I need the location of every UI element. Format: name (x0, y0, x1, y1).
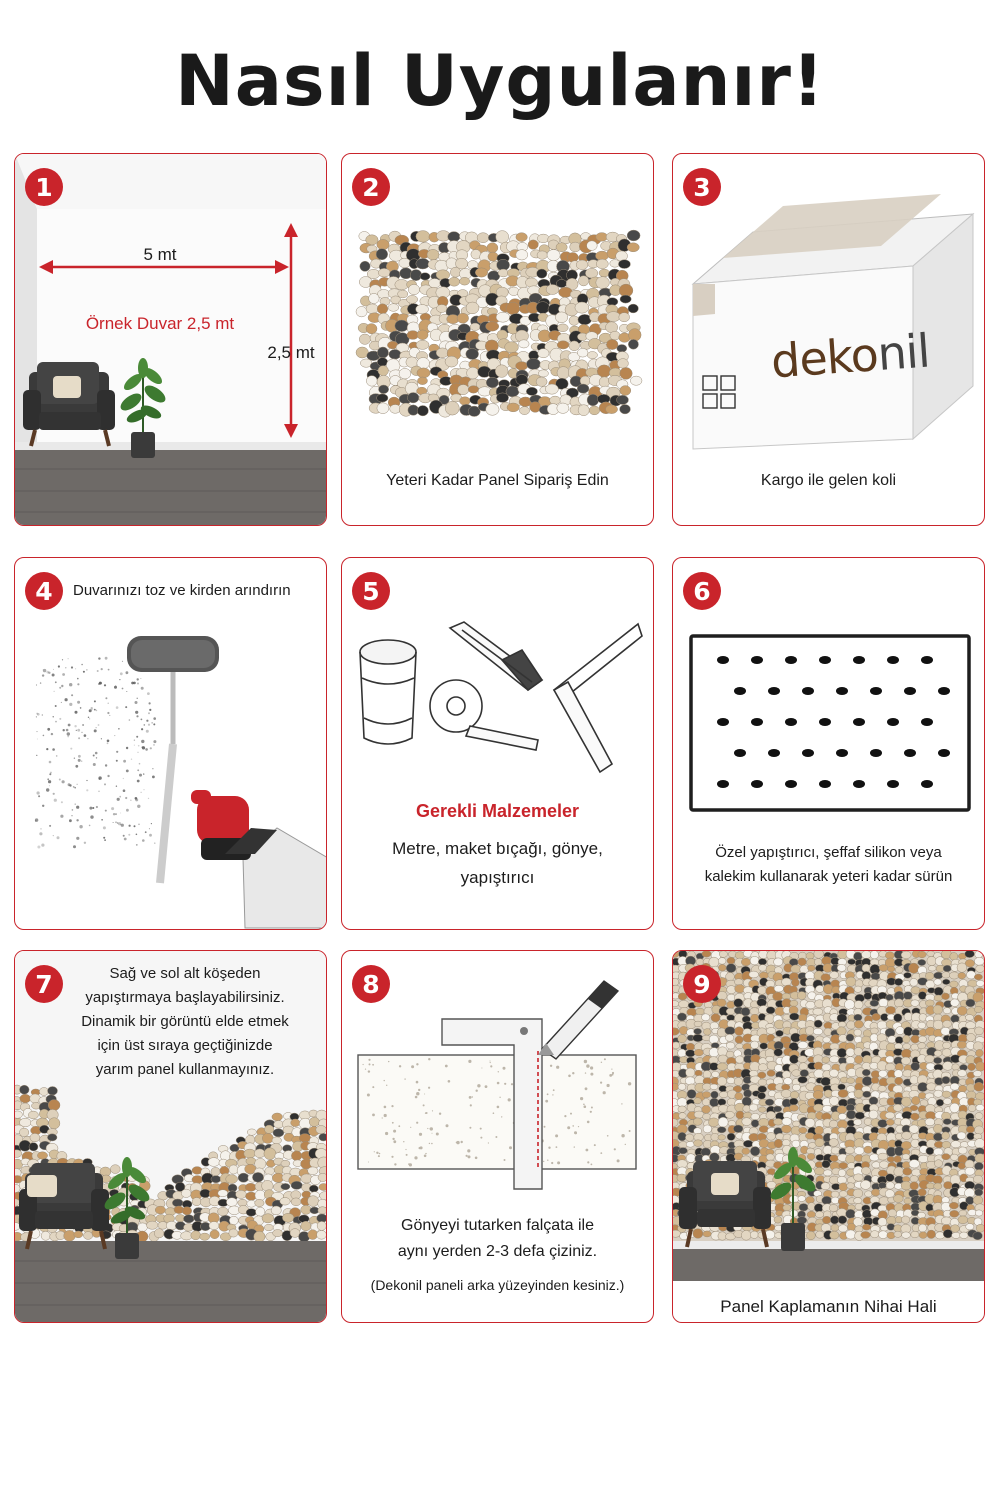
page-title: Nasıl Uygulanır! (175, 40, 825, 122)
utility-knife-icon (450, 622, 542, 690)
step-7-caption-line2: yapıştırmaya başlayabilirsiniz. (85, 989, 285, 1006)
step-2-caption: Yeteri Kadar Panel Sipariş Edin (386, 472, 609, 489)
step-6-caption-line1: Özel yapıştırıcı, şeffaf silikon veya (715, 844, 942, 861)
brand-logo-part2: nil (875, 323, 932, 382)
step-number-badge: 2 (352, 168, 390, 206)
glove-hand-icon (191, 790, 327, 928)
wall-height-label: 2,5 mt (267, 343, 315, 362)
step-number-badge: 7 (25, 965, 63, 1003)
adhesive-bucket-icon (360, 640, 416, 744)
step-number-badge: 4 (25, 572, 63, 610)
step-6-caption-line2: kalekim kullanarak yeteri kadar sürün (704, 868, 953, 885)
tape-measure-icon (430, 680, 538, 750)
tools-heading: Gerekli Malzemeler (415, 801, 580, 821)
step-4-caption: Duvarınızı toz ve kirden arındırın (73, 582, 291, 599)
step-3-card (672, 153, 985, 526)
wall-example-label: Örnek Duvar 2,5 mt (85, 314, 235, 333)
step-5-card (341, 557, 654, 930)
step-7-caption-line5: yarım panel kullanmayınız. (95, 1061, 275, 1078)
step-4-card (14, 557, 327, 930)
step-number-badge: 3 (683, 168, 721, 206)
step-7-card (14, 950, 327, 1323)
step-2-card (341, 153, 654, 526)
step-8-note: (Dekonil paneli arka yüzeyinden kesiniz.) (370, 1277, 625, 1293)
step-5-caption-line1: Metre, maket bıçağı, gönye, (392, 839, 603, 858)
wall-width-label: 5 mt (143, 245, 177, 264)
step-9-caption: Panel Kaplamanın Nihai Hali (720, 1297, 937, 1316)
cutting-illustration (342, 951, 654, 1323)
step-number-badge: 5 (352, 572, 390, 610)
brand-logo (769, 324, 931, 389)
utility-knife-icon (538, 981, 618, 1059)
step-number-badge: 9 (683, 965, 721, 1003)
step-5-caption-line2: yapıştırıcı (460, 868, 535, 887)
cleaning-illustration (15, 558, 327, 930)
step-number-badge: 6 (683, 572, 721, 610)
room-illustration (15, 154, 327, 526)
step-7-caption-line3: Dinamik bir görüntü elde etmek (81, 1013, 289, 1030)
pebble-panel-image (342, 154, 654, 526)
step-7-caption-line4: için üst sıraya geçtiğinizde (97, 1037, 273, 1054)
step-number-badge: 8 (352, 965, 390, 1003)
step-8-caption-line2: aynı yerden 2-3 defa çiziniz. (397, 1243, 598, 1260)
step-number-badge: 1 (25, 168, 63, 206)
finished-wall-illustration (673, 951, 985, 1323)
brand-logo-part1: deko (769, 327, 880, 389)
step-8-caption-line1: Gönyeyi tutarken falçata ile (401, 1217, 594, 1234)
step-3-caption: Kargo ile gelen koli (760, 472, 897, 489)
step-1-card (14, 153, 327, 526)
step-9-card (672, 950, 985, 1323)
square-ruler-icon (554, 624, 642, 772)
step-8-card (341, 950, 654, 1323)
step-7-caption-line1: Sağ ve sol alt köşeden (109, 965, 261, 982)
partial-wall-illustration (15, 951, 327, 1323)
step-6-card (672, 557, 985, 930)
